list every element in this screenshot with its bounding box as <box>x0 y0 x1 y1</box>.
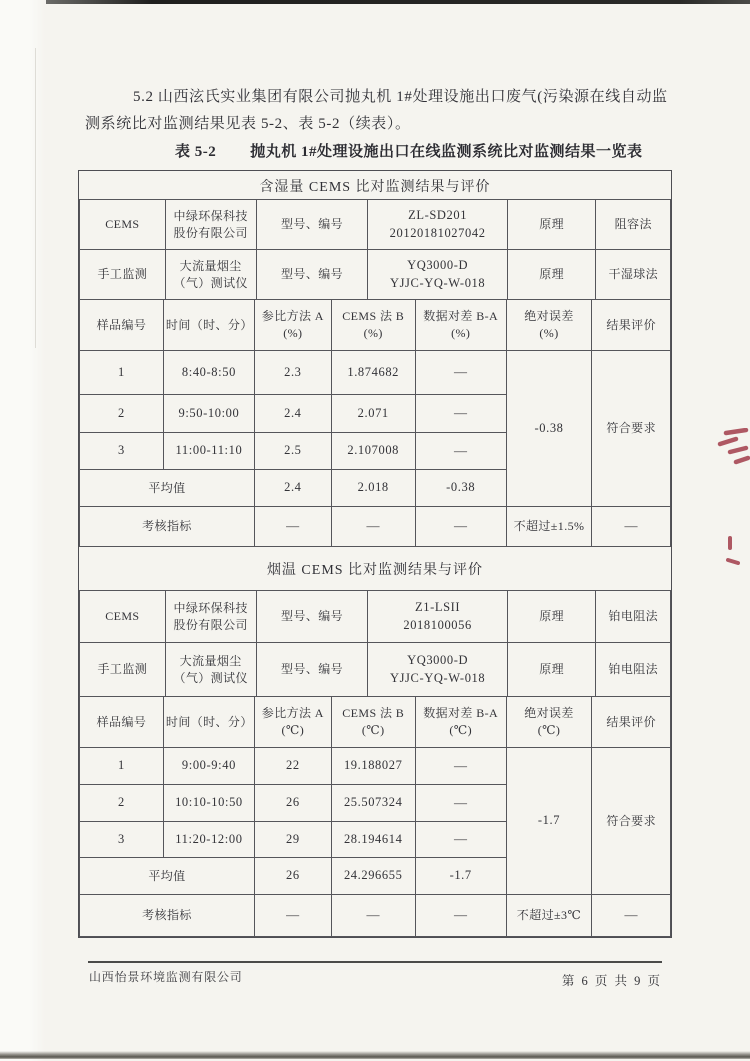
model-line: 20120181027042 <box>389 225 486 240</box>
cell-reference-a: 29 <box>254 822 331 858</box>
vendor-line: （气）测试仪 <box>173 275 248 290</box>
col-header-abs-error <box>506 697 592 748</box>
cell-average-label: 平均值 <box>80 470 255 507</box>
cell-model-value <box>368 200 507 250</box>
cell-assessment-label: 考核指标 <box>80 895 255 937</box>
data-header-row <box>80 697 671 748</box>
equipment-row <box>80 250 671 300</box>
cell-assessment-label: 考核指标 <box>80 507 255 547</box>
vendor-line: 大流量烟尘 <box>179 653 242 668</box>
vendor-line: 大流量烟尘 <box>179 258 242 273</box>
cell-assessment-a: — <box>254 895 331 937</box>
header-unit: (%) <box>363 326 383 340</box>
cell-data-diff: — <box>415 395 506 433</box>
cell-sample-no: 1 <box>80 351 164 395</box>
cell-assessment-a: — <box>254 507 331 547</box>
cell-abs-error-merged: -1.7 <box>506 748 592 895</box>
cell-average-b: 2.018 <box>331 470 415 507</box>
cell-average-a: 26 <box>254 858 331 895</box>
cell-principle-label: 原理 <box>507 643 596 697</box>
table-caption-title: 抛丸机 1#处理设施出口在线监测系统比对监测结果一览表 <box>250 144 643 160</box>
header-text: CEMS 法 B <box>342 706 405 721</box>
header-text: 数据对差 B-A <box>423 309 499 324</box>
cell-cems-b: 19.188027 <box>331 748 415 785</box>
data-header-row <box>80 300 671 351</box>
vendor-line: （气）测试仪 <box>173 670 248 685</box>
equipment-row <box>80 200 671 250</box>
model-line: YJJC-YQ-W-018 <box>389 670 486 685</box>
vendor-line: 中绿环保科技 <box>173 600 248 615</box>
cell-data-diff: — <box>415 351 506 395</box>
cell-average-diff: -0.38 <box>415 470 506 507</box>
cell-sample-no: 2 <box>80 785 164 822</box>
col-header-data-diff <box>415 697 506 748</box>
cell-role: 手工监测 <box>80 643 166 697</box>
col-header-cems-b <box>331 697 415 748</box>
assessment-row <box>80 507 671 547</box>
red-stamp-fragment <box>718 534 744 566</box>
red-stamp-fragment <box>712 428 750 480</box>
cell-vendor <box>165 200 256 250</box>
equipment-row <box>80 591 671 643</box>
cell-reference-a: 2.5 <box>254 433 331 470</box>
model-line: Z1-LSII <box>415 600 461 614</box>
cell-cems-b: 2.071 <box>331 395 415 433</box>
col-header-evaluation: 结果评价 <box>592 300 671 351</box>
assessment-row <box>80 895 671 937</box>
header-text: CEMS 法 B <box>342 309 405 324</box>
cell-principle-value: 阻容法 <box>596 200 671 250</box>
cell-principle-label: 原理 <box>507 200 596 250</box>
cell-sample-no: 2 <box>80 395 164 433</box>
cell-data-diff: — <box>415 748 506 785</box>
cell-principle-value: 干湿球法 <box>596 250 671 300</box>
cell-principle-label: 原理 <box>507 250 596 300</box>
header-unit: (%) <box>539 326 559 340</box>
cell-reference-a: 2.4 <box>254 395 331 433</box>
col-header-data-diff <box>415 300 506 351</box>
cell-cems-b: 2.107008 <box>331 433 415 470</box>
cell-role: 手工监测 <box>80 250 166 300</box>
cell-assessment-eval: — <box>592 507 671 547</box>
cell-assessment-limit: 不超过±1.5% <box>506 507 592 547</box>
header-unit: (℃) <box>361 723 385 737</box>
cell-evaluation-merged: 符合要求 <box>592 748 671 895</box>
cell-average-a: 2.4 <box>254 470 331 507</box>
cell-data-diff: — <box>415 433 506 470</box>
col-header-reference-a <box>254 300 331 351</box>
header-unit: (℃) <box>281 723 305 737</box>
cell-data-diff: — <box>415 822 506 858</box>
vendor-line: 股份有限公司 <box>173 225 248 240</box>
cell-model-label: 型号、编号 <box>256 250 368 300</box>
cell-model-value <box>368 591 507 643</box>
header-text: 绝对误差 <box>524 309 574 324</box>
cell-principle-label: 原理 <box>507 591 596 643</box>
col-header-evaluation: 结果评价 <box>592 697 671 748</box>
cell-time: 8:40-8:50 <box>163 351 254 395</box>
header-text: 数据对差 B-A <box>423 706 499 721</box>
cell-sample-no: 3 <box>80 822 164 858</box>
header-unit: (%) <box>451 326 471 340</box>
section-title-temperature: 烟温 CEMS 比对监测结果与评价 <box>266 563 484 578</box>
model-line: YQ3000-D <box>407 653 469 667</box>
col-header-sample-no: 样品编号 <box>80 300 164 351</box>
footer-rule <box>88 961 662 963</box>
data-row <box>80 748 671 785</box>
cell-role: CEMS <box>80 200 166 250</box>
vendor-line: 中绿环保科技 <box>173 208 248 223</box>
cell-model-value <box>368 643 507 697</box>
cell-reference-a: 22 <box>254 748 331 785</box>
cell-model-label: 型号、编号 <box>256 200 368 250</box>
cell-abs-error-merged: -0.38 <box>506 351 592 507</box>
cell-assessment-diff: — <box>415 895 506 937</box>
cell-average-diff: -1.7 <box>415 858 506 895</box>
scan-edge-top <box>46 0 750 4</box>
header-text: 绝对误差 <box>524 706 574 721</box>
cell-model-value <box>368 250 507 300</box>
header-unit: (%) <box>283 326 303 340</box>
cell-cems-b: 1.874682 <box>331 351 415 395</box>
table-caption <box>175 140 643 161</box>
cell-vendor <box>165 250 256 300</box>
cell-assessment-limit: 不超过±3℃ <box>506 895 592 937</box>
data-table-moisture <box>79 299 671 547</box>
cell-vendor <box>165 643 256 697</box>
col-header-cems-b <box>331 300 415 351</box>
model-line: 2018100056 <box>403 617 472 632</box>
footer-company-name: 山西怡景环境监测有限公司 <box>89 970 243 984</box>
col-header-time: 时间（时、分） <box>163 300 254 351</box>
equipment-row <box>80 643 671 697</box>
col-header-time: 时间（时、分） <box>163 697 254 748</box>
heading-line-1: 5.2 山西泫氏实业集团有限公司抛丸机 1#处理设施出口废气(污染源在线自动监 <box>133 89 668 105</box>
cell-reference-a: 2.3 <box>254 351 331 395</box>
table-caption-label: 表 5-2 <box>175 144 217 160</box>
equipment-table-temperature <box>79 590 671 697</box>
section-title-moisture: 含湿量 CEMS 比对监测结果与评价 <box>259 179 491 195</box>
data-row <box>80 351 671 395</box>
header-text: 参比方法 A <box>261 309 324 324</box>
scan-crease-line <box>35 48 36 348</box>
cell-reference-a: 26 <box>254 785 331 822</box>
model-line: YJJC-YQ-W-018 <box>389 275 486 290</box>
cell-assessment-diff: — <box>415 507 506 547</box>
model-line: ZL-SD201 <box>408 208 468 222</box>
cell-time: 9:50-10:00 <box>163 395 254 433</box>
col-header-reference-a <box>254 697 331 748</box>
cell-cems-b: 28.194614 <box>331 822 415 858</box>
vendor-line: 股份有限公司 <box>173 617 248 632</box>
footer-page-number: 第 6 页 共 9 页 <box>561 974 662 988</box>
cell-principle-value: 铂电阻法 <box>596 643 671 697</box>
cell-data-diff: — <box>415 785 506 822</box>
cell-evaluation-merged: 符合要求 <box>592 351 671 507</box>
scan-edge-bottom <box>0 1051 750 1059</box>
cell-time: 9:00-9:40 <box>163 748 254 785</box>
cell-time: 11:00-11:10 <box>163 433 254 470</box>
cell-sample-no: 1 <box>80 748 164 785</box>
cell-assessment-eval: — <box>592 895 671 937</box>
data-table-temperature <box>79 696 671 937</box>
header-unit: (℃) <box>537 723 561 737</box>
cell-model-label: 型号、编号 <box>256 643 368 697</box>
col-header-abs-error <box>506 300 592 351</box>
cell-time: 10:10-10:50 <box>163 785 254 822</box>
cell-average-label: 平均值 <box>80 858 255 895</box>
cell-time: 11:20-12:00 <box>163 822 254 858</box>
cell-vendor <box>165 591 256 643</box>
model-line: YQ3000-D <box>407 258 469 272</box>
heading-line-2: 测系统比对监测结果见表 5-2、表 5-2（续表）。 <box>85 115 411 132</box>
cell-role: CEMS <box>80 591 166 643</box>
cell-sample-no: 3 <box>80 433 164 470</box>
comparison-table <box>78 170 672 938</box>
header-unit: (℃) <box>449 723 472 737</box>
cell-cems-b: 25.507324 <box>331 785 415 822</box>
col-header-sample-no: 样品编号 <box>80 697 164 748</box>
header-text: 参比方法 A <box>261 706 324 721</box>
section-5-2-paragraph <box>85 84 677 137</box>
cell-principle-value: 铂电阻法 <box>596 591 671 643</box>
cell-average-b: 24.296655 <box>331 858 415 895</box>
equipment-table-moisture <box>79 199 671 300</box>
cell-assessment-b: — <box>331 895 415 937</box>
cell-model-label: 型号、编号 <box>256 591 368 643</box>
cell-assessment-b: — <box>331 507 415 547</box>
